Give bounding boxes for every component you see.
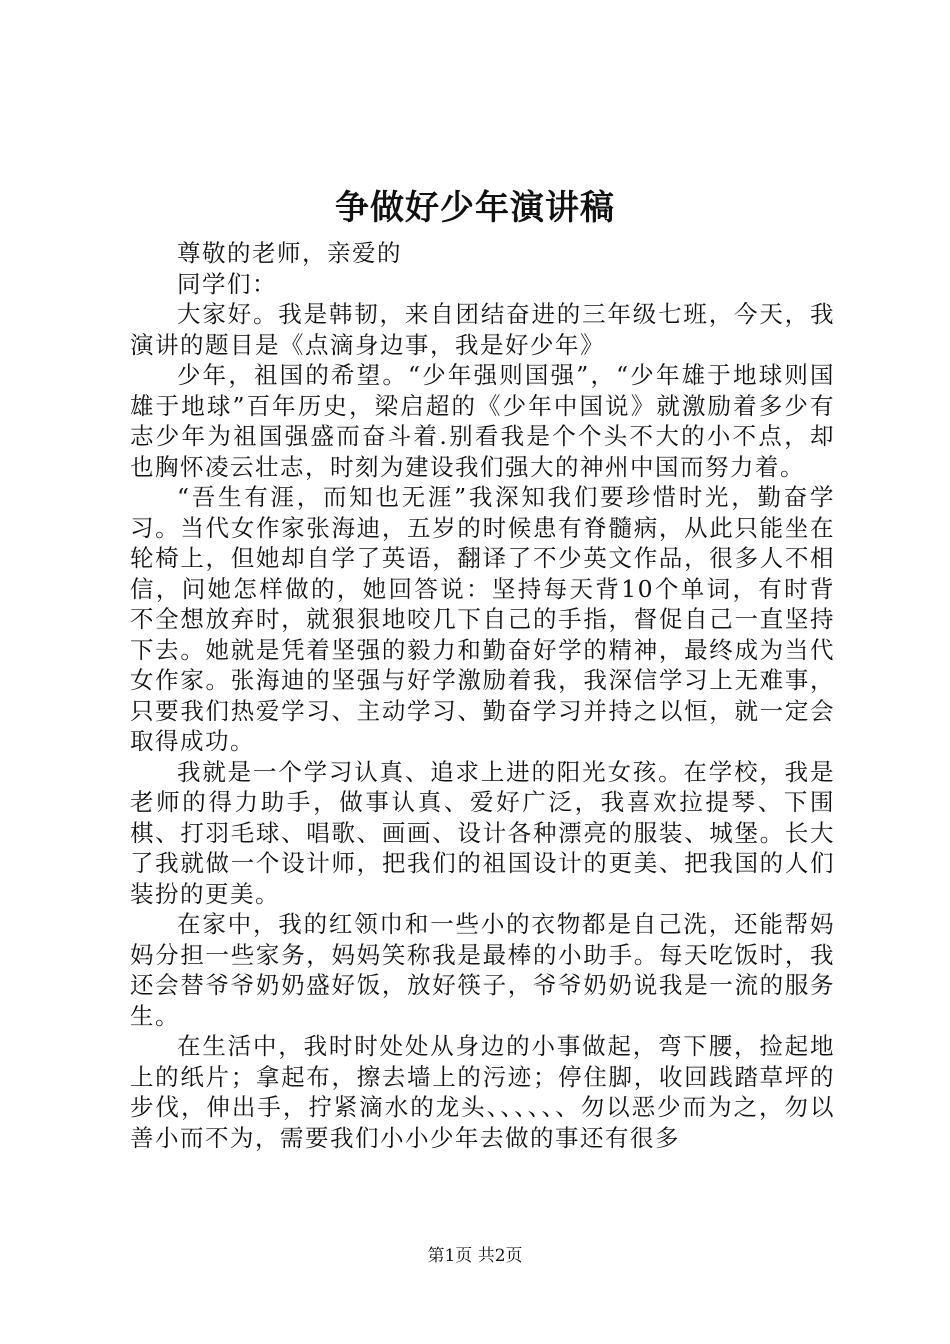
paragraph-youth-hope: 少年，祖国的希望。“少年强则国强”，“少年雄于地球则国雄于地球”百年历史，梁启超的《少年中国说》就激励着多少有志少年为祖国强盛而奋斗着.别看我是个个头不大的小不点，却也胸怀凌云壮志，时刻为建设我们强大的神州中国而努力着。 [130,361,835,481]
paragraph-home-life: 在家中，我的红领巾和一些小的衣物都是自己洗，还能帮妈妈分担一些家务，妈妈笑称我是最棒的小助手。每天吃饭时，我还会替爷爷奶奶盛好饭，放好筷子，爷爷奶奶说我是一流的服务生。 [130,910,835,1030]
paragraph-study-diligently: “吾生有涯，而知也无涯”我深知我们要珍惜时光，勤奋学习。当代女作家张海迪，五岁的时候患有脊髓病，从此只能坐在轮椅上，但她却自学了英语，翻译了不少英文作品，很多人不相信，问她怎样做的，她回答说：坚持每天背10个单词，有时背不全想放弃时，就狠狠地咬几下自己的手指，督促自己一直坚持下去。她就是凭着坚强的毅力和勤奋好学的精神，最终成为当代女作家。张海迪的坚强与好学激励着我，我深信学习上无难事，只要我们热爱学习、主动学习、勤奋学习并持之以恒，就一定会取得成功。 [130,483,835,755]
paragraph-audience: 同学们： [177,269,277,298]
page-number-footer: 第1页 共2页 [427,1246,523,1266]
document-body [130,238,835,1153]
paragraph-school-life: 我就是一个学习认真、追求上进的阳光女孩。在学校，我是老师的得力助手，做事认真、爱好广泛，我喜欢拉提琴、下围棋、打羽毛球、唱歌、画画、设计各种漂亮的服装、城堡。长大了我就做一个设计师，把我们的祖国设计的更美、把我国的人们装扮的更美。 [130,757,835,908]
paragraph-daily-life: 在生活中，我时时处处从身边的小事做起，弯下腰，捡起地上的纸片；拿起布，擦去墙上的污迹；停住脚，收回践踏草坪的步伐，伸出手，拧紧滴水的龙头、、、、、、勿以恶少而为之，勿以善小而不为，需要我们小小少年去做的事还有很多 [130,1032,835,1152]
document-title: 争做好少年演讲稿 [335,188,615,228]
paragraph-introduction: 大家好。我是韩韧，来自团结奋进的三年级七班，今天，我演讲的题目是《点滴身边事，我是好少年》 [130,300,835,359]
paragraph-salutation: 尊敬的老师，亲爱的 [177,239,402,267]
